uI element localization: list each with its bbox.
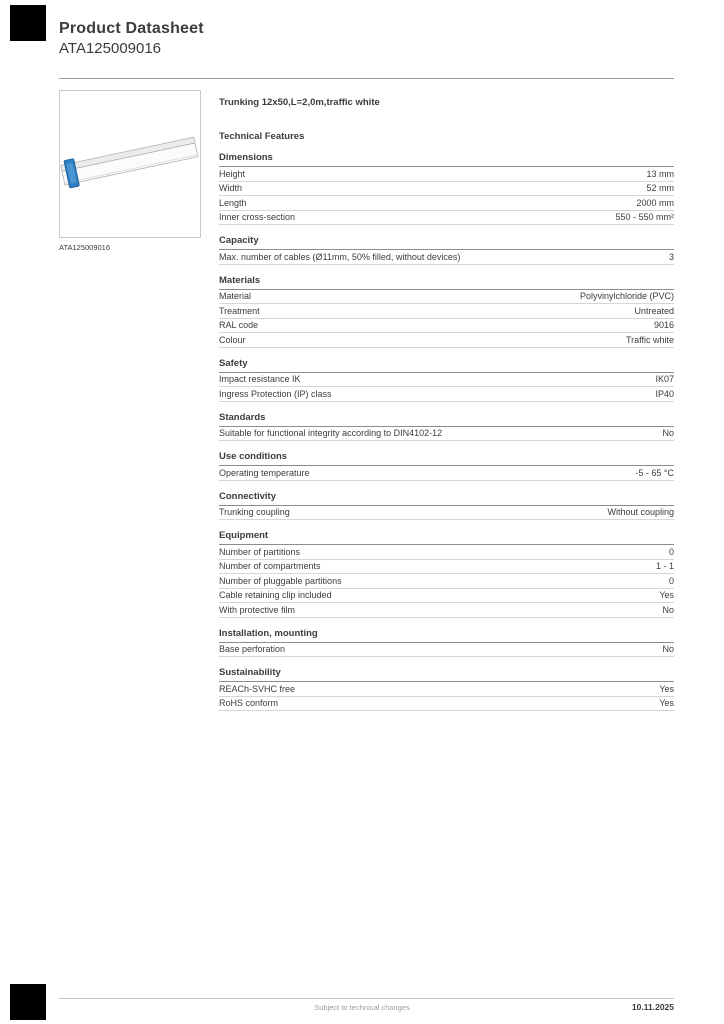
spec-row-label: Number of compartments: [219, 561, 321, 572]
spec-row-value: Polyvinylchloride (PVC): [579, 291, 674, 302]
spec-row: [219, 290, 674, 305]
spec-row-label: Inner cross-section: [219, 212, 296, 223]
brand-logo-footer: [10, 984, 46, 1020]
spec-row-label: Length: [219, 197, 247, 208]
header-divider: [59, 78, 674, 79]
spec-row-value: IP40: [655, 388, 674, 399]
spec-row: [219, 697, 674, 712]
spec-row-label: Colour: [219, 334, 246, 345]
spec-sections: [219, 153, 674, 711]
spec-row-value: 52 mm: [646, 183, 674, 194]
spec-row-label: Base perforation: [219, 644, 286, 655]
spec-section-title: Capacity: [219, 236, 674, 250]
footer-date: 10.11.2025: [631, 1002, 674, 1012]
spec-row-value: 13 mm: [646, 168, 674, 179]
spec-row-value: Yes: [659, 698, 674, 709]
spec-row: [219, 682, 674, 697]
spec-row-value: Untreated: [634, 305, 674, 316]
spec-row-value: 550 - 550 mm²: [615, 212, 674, 223]
spec-row: [219, 304, 674, 319]
spec-row: [219, 250, 674, 265]
spec-row-label: Height: [219, 168, 246, 179]
spec-section: [219, 492, 674, 521]
spec-row: [219, 319, 674, 334]
spec-row: [219, 603, 674, 618]
spec-row: [219, 506, 674, 521]
spec-row-label: Number of partitions: [219, 546, 301, 557]
trunking-product-drawing-icon: [60, 91, 200, 237]
spec-row-value: IK07: [655, 374, 674, 385]
brand-logo: [10, 5, 46, 41]
spec-section: [219, 276, 674, 348]
spec-row-value: -5 - 65 °C: [635, 467, 674, 478]
spec-section-title: Standards: [219, 413, 674, 427]
spec-section-title: Dimensions: [219, 153, 674, 167]
spec-row-label: RoHS conform: [219, 698, 279, 709]
spec-section-title: Installation, mounting: [219, 629, 674, 643]
spec-section-title: Materials: [219, 276, 674, 290]
spec-section-title: Use conditions: [219, 452, 674, 466]
spec-row: [219, 387, 674, 402]
spec-section: [219, 359, 674, 402]
spec-row-value: No: [662, 428, 674, 439]
spec-row: [219, 167, 674, 182]
spec-row-label: Max. number of cables (Ø11mm, 50% filled, without devices): [219, 251, 461, 262]
spec-row-value: 1 - 1: [655, 561, 674, 572]
spec-row-label: Ingress Protection (IP) class: [219, 388, 332, 399]
spec-section: [219, 452, 674, 481]
spec-row-value: Without coupling: [607, 507, 674, 518]
spec-row: [219, 211, 674, 226]
spec-row-label: Suitable for functional integrity according to DIN4102-12: [219, 428, 443, 439]
spec-row-label: RAL code: [219, 320, 259, 331]
spec-section-title: Equipment: [219, 531, 674, 545]
spec-row-label: Number of pluggable partitions: [219, 575, 342, 586]
spec-row-value: 0: [668, 575, 674, 586]
spec-row-label: Trunking coupling: [219, 507, 290, 518]
spec-column: [219, 90, 674, 711]
spec-row: [219, 373, 674, 388]
spec-row: [219, 466, 674, 481]
spec-row-value: Yes: [659, 590, 674, 601]
spec-row: [219, 643, 674, 658]
spec-row-label: Material: [219, 291, 252, 302]
spec-row-value: 2000 mm: [636, 197, 674, 208]
spec-row: [219, 560, 674, 575]
product-name: Trunking 12x50,L=2,0m,traffic white: [219, 97, 380, 108]
footer-note: Subject to technical changes: [314, 1003, 410, 1012]
spec-section: [219, 629, 674, 658]
spec-section: [219, 668, 674, 711]
spec-row-label: Width: [219, 183, 243, 194]
spec-section-title: Safety: [219, 359, 674, 373]
spec-row-label: With protective film: [219, 604, 296, 615]
spec-section: [219, 531, 674, 618]
spec-section-title: Sustainability: [219, 668, 674, 682]
technical-features-heading: Technical Features: [219, 131, 305, 142]
spec-row-value: 0: [668, 546, 674, 557]
spec-section-title: Connectivity: [219, 492, 674, 506]
spec-section: [219, 153, 674, 225]
spec-row-label: Impact resistance IK: [219, 374, 301, 385]
spec-row-label: Operating temperature: [219, 467, 310, 478]
footer-divider: [59, 998, 674, 999]
page-title: Product Datasheet: [59, 20, 204, 37]
spec-row: [219, 427, 674, 442]
spec-row: [219, 574, 674, 589]
spec-row: [219, 333, 674, 348]
spec-row: [219, 589, 674, 604]
spec-row-label: Cable retaining clip included: [219, 590, 332, 601]
spec-row-value: No: [662, 644, 674, 655]
spec-row-label: Treatment: [219, 305, 260, 316]
product-image-frame: [59, 90, 201, 238]
spec-row-value: 3: [668, 251, 674, 262]
spec-row-value: Yes: [659, 683, 674, 694]
spec-row-value: Traffic white: [625, 334, 674, 345]
spec-row: [219, 182, 674, 197]
spec-row-value: No: [662, 604, 674, 615]
product-code: ATA125009016: [59, 40, 162, 57]
spec-row: [219, 196, 674, 211]
spec-section: [219, 413, 674, 442]
spec-row-value: 9016: [653, 320, 674, 331]
spec-row-label: REACh-SVHC free: [219, 683, 296, 694]
spec-row: [219, 545, 674, 560]
product-image-caption: ATA125009016: [59, 243, 111, 252]
spec-section: [219, 236, 674, 265]
